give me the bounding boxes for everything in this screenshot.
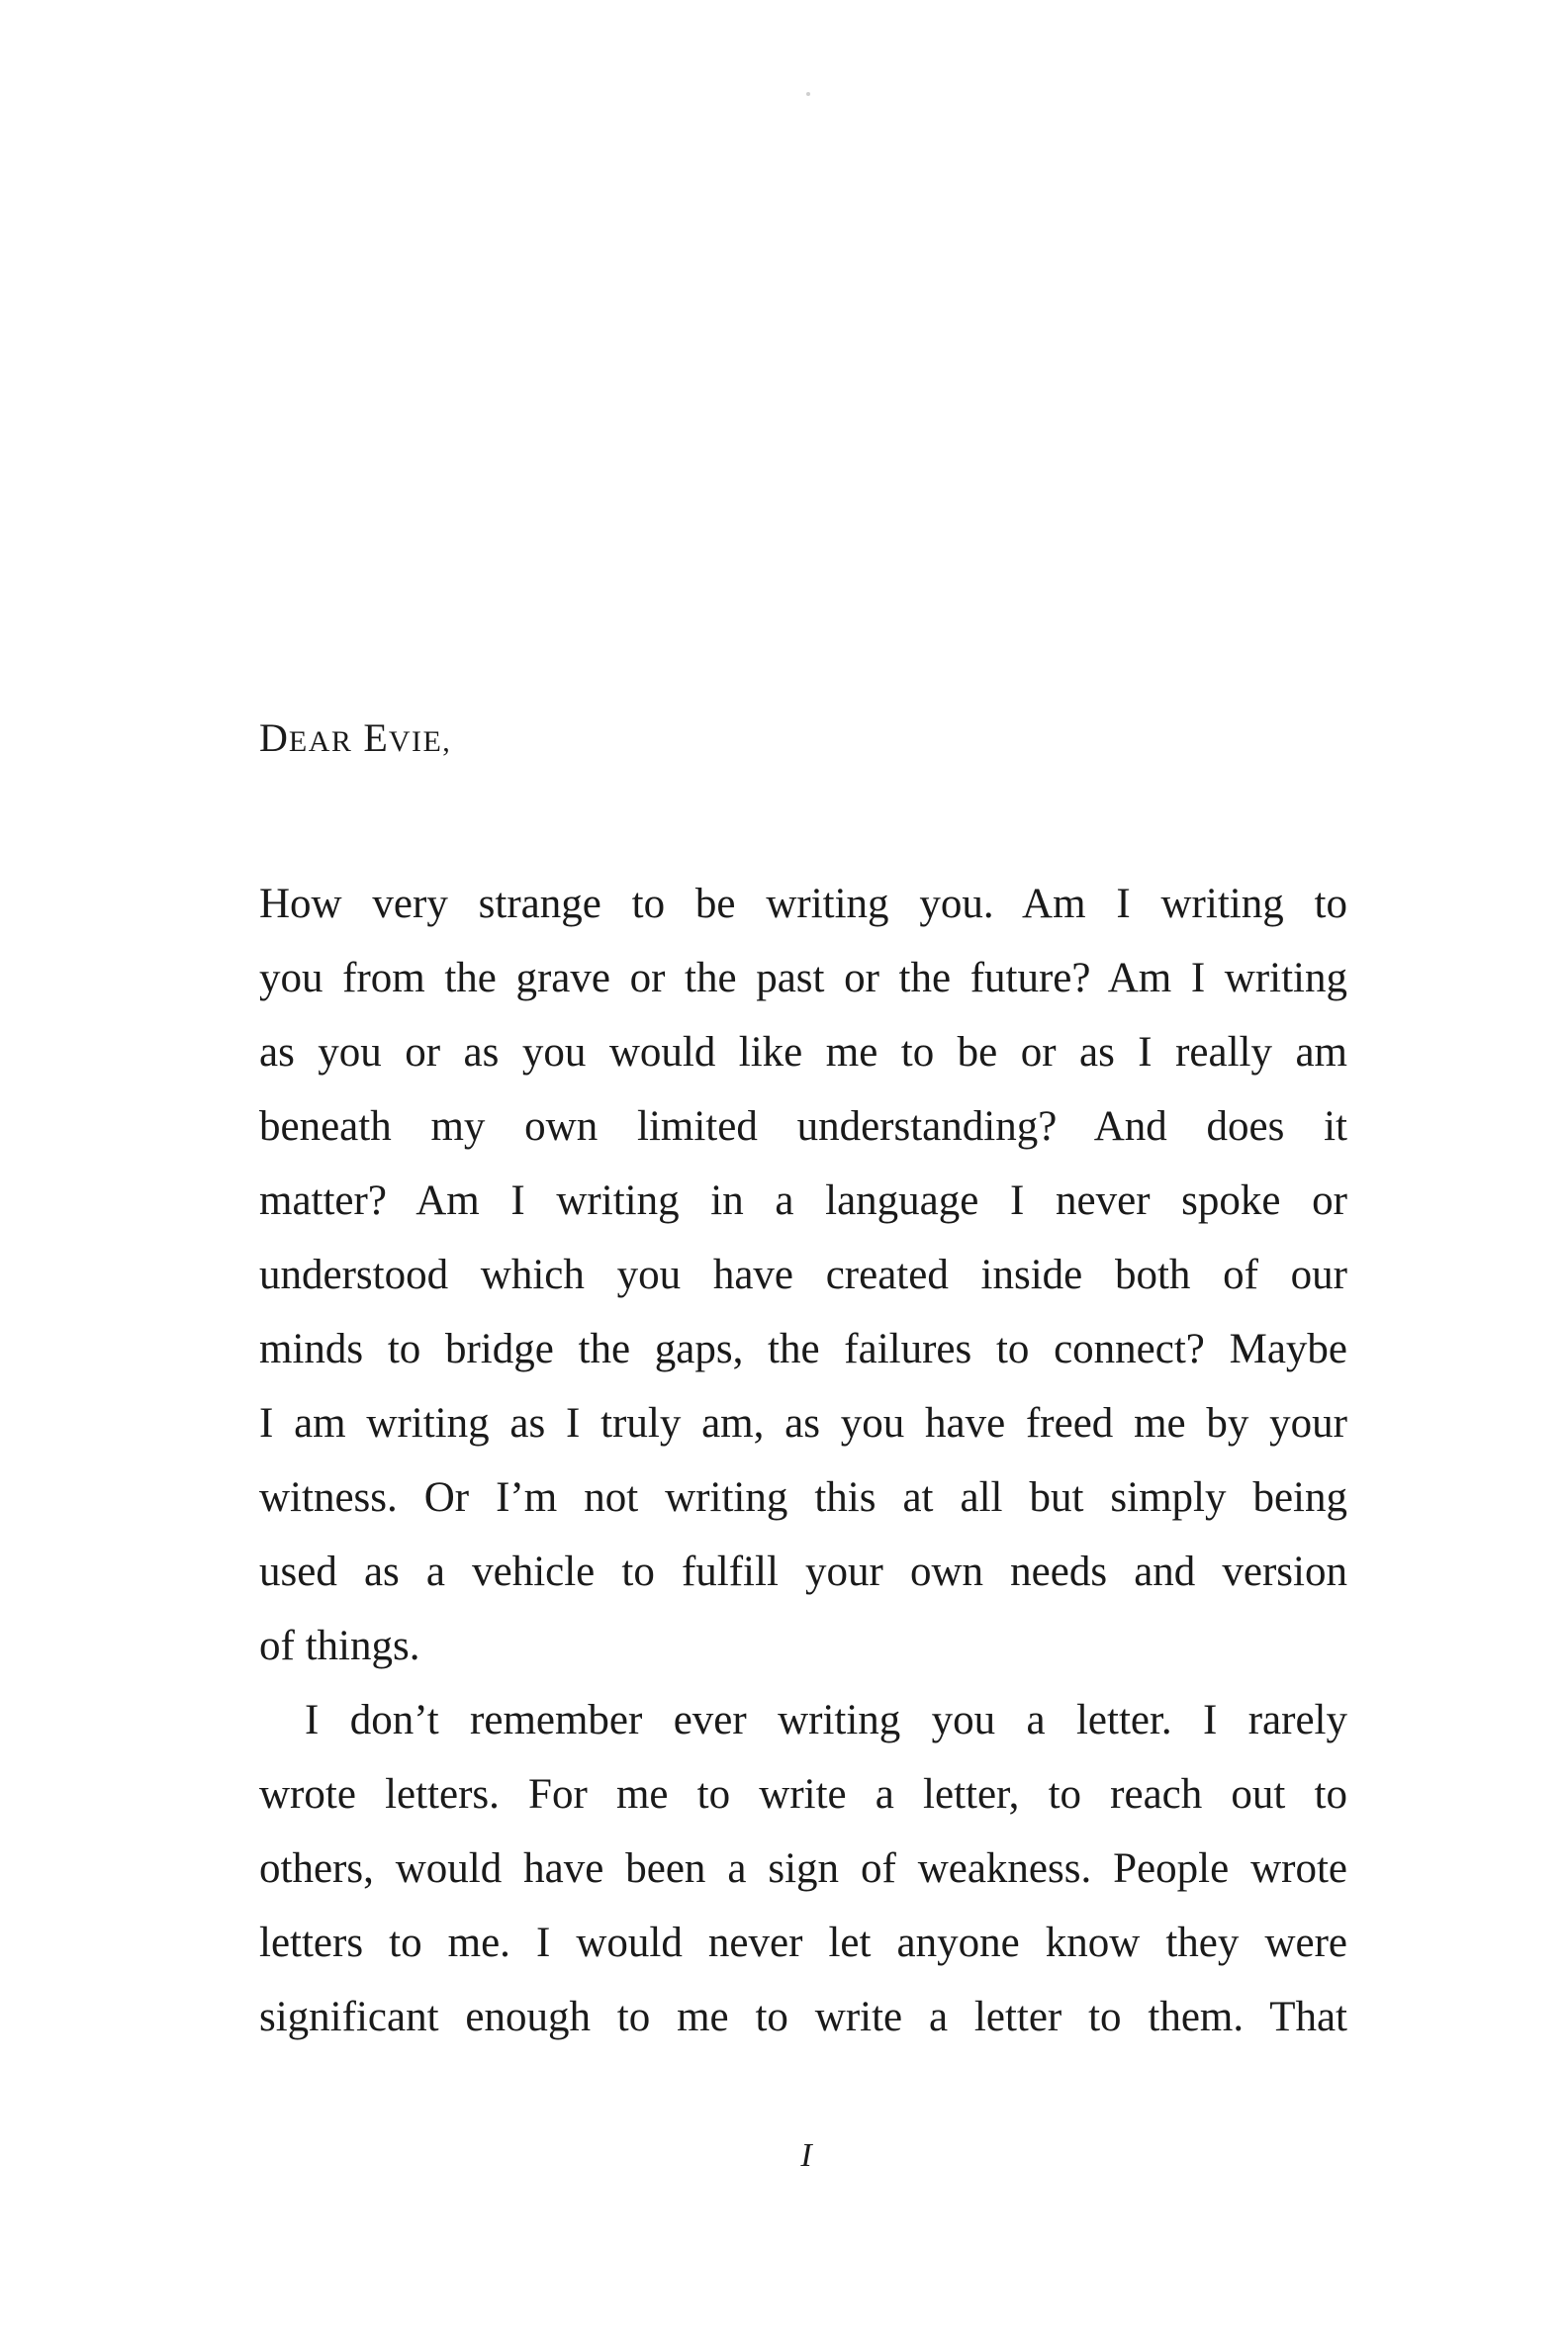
page-speck	[806, 92, 810, 96]
text-line: you from the grave or the past or the future? Am I writing	[259, 955, 1347, 1001]
text-line: minds to bridge the gaps, the failures to connect? Maybe	[259, 1326, 1347, 1372]
text-line: used as a vehicle to fulfill your own needs and version	[259, 1549, 1347, 1595]
text-line: of things.	[259, 1623, 420, 1669]
paragraph-2	[259, 1683, 1347, 2054]
text-line: matter? Am I writing in a language I never spoke or	[259, 1177, 1347, 1224]
text-line: I am writing as I truly am, as you have freed me by your	[259, 1400, 1347, 1447]
text-line: significant enough to me to write a letter to them. That	[259, 1994, 1347, 2040]
text-line: witness. Or I’m not writing this at all but simply being	[259, 1474, 1347, 1521]
greeting-initial-dear: D	[259, 715, 289, 760]
page-number: I	[800, 2137, 812, 2174]
text-line: I don’t remember ever writing you a letter. I rarely	[305, 1697, 1347, 1743]
text-line: beneath my own limited understanding? And does it	[259, 1103, 1347, 1150]
paragraph-1	[259, 867, 1347, 1683]
letter-greeting	[259, 714, 451, 761]
text-line: as you or as you would like me to be or as I really am	[259, 1029, 1347, 1076]
greeting-rest-evie: VIE,	[388, 725, 452, 758]
letter-body	[259, 867, 1347, 2054]
greeting-initial-evie: E	[363, 715, 389, 760]
greeting-rest-dear: EAR	[288, 725, 353, 758]
text-line: understood which you have created inside both of our	[259, 1252, 1347, 1298]
text-line: letters to me. I would never let anyone know they were	[259, 1920, 1347, 1966]
text-line: others, would have been a sign of weakness. People wrote	[259, 1845, 1347, 1892]
text-line: How very strange to be writing you. Am I writing to	[259, 881, 1347, 927]
text-line: wrote letters. For me to write a letter, to reach out to	[259, 1771, 1347, 1818]
